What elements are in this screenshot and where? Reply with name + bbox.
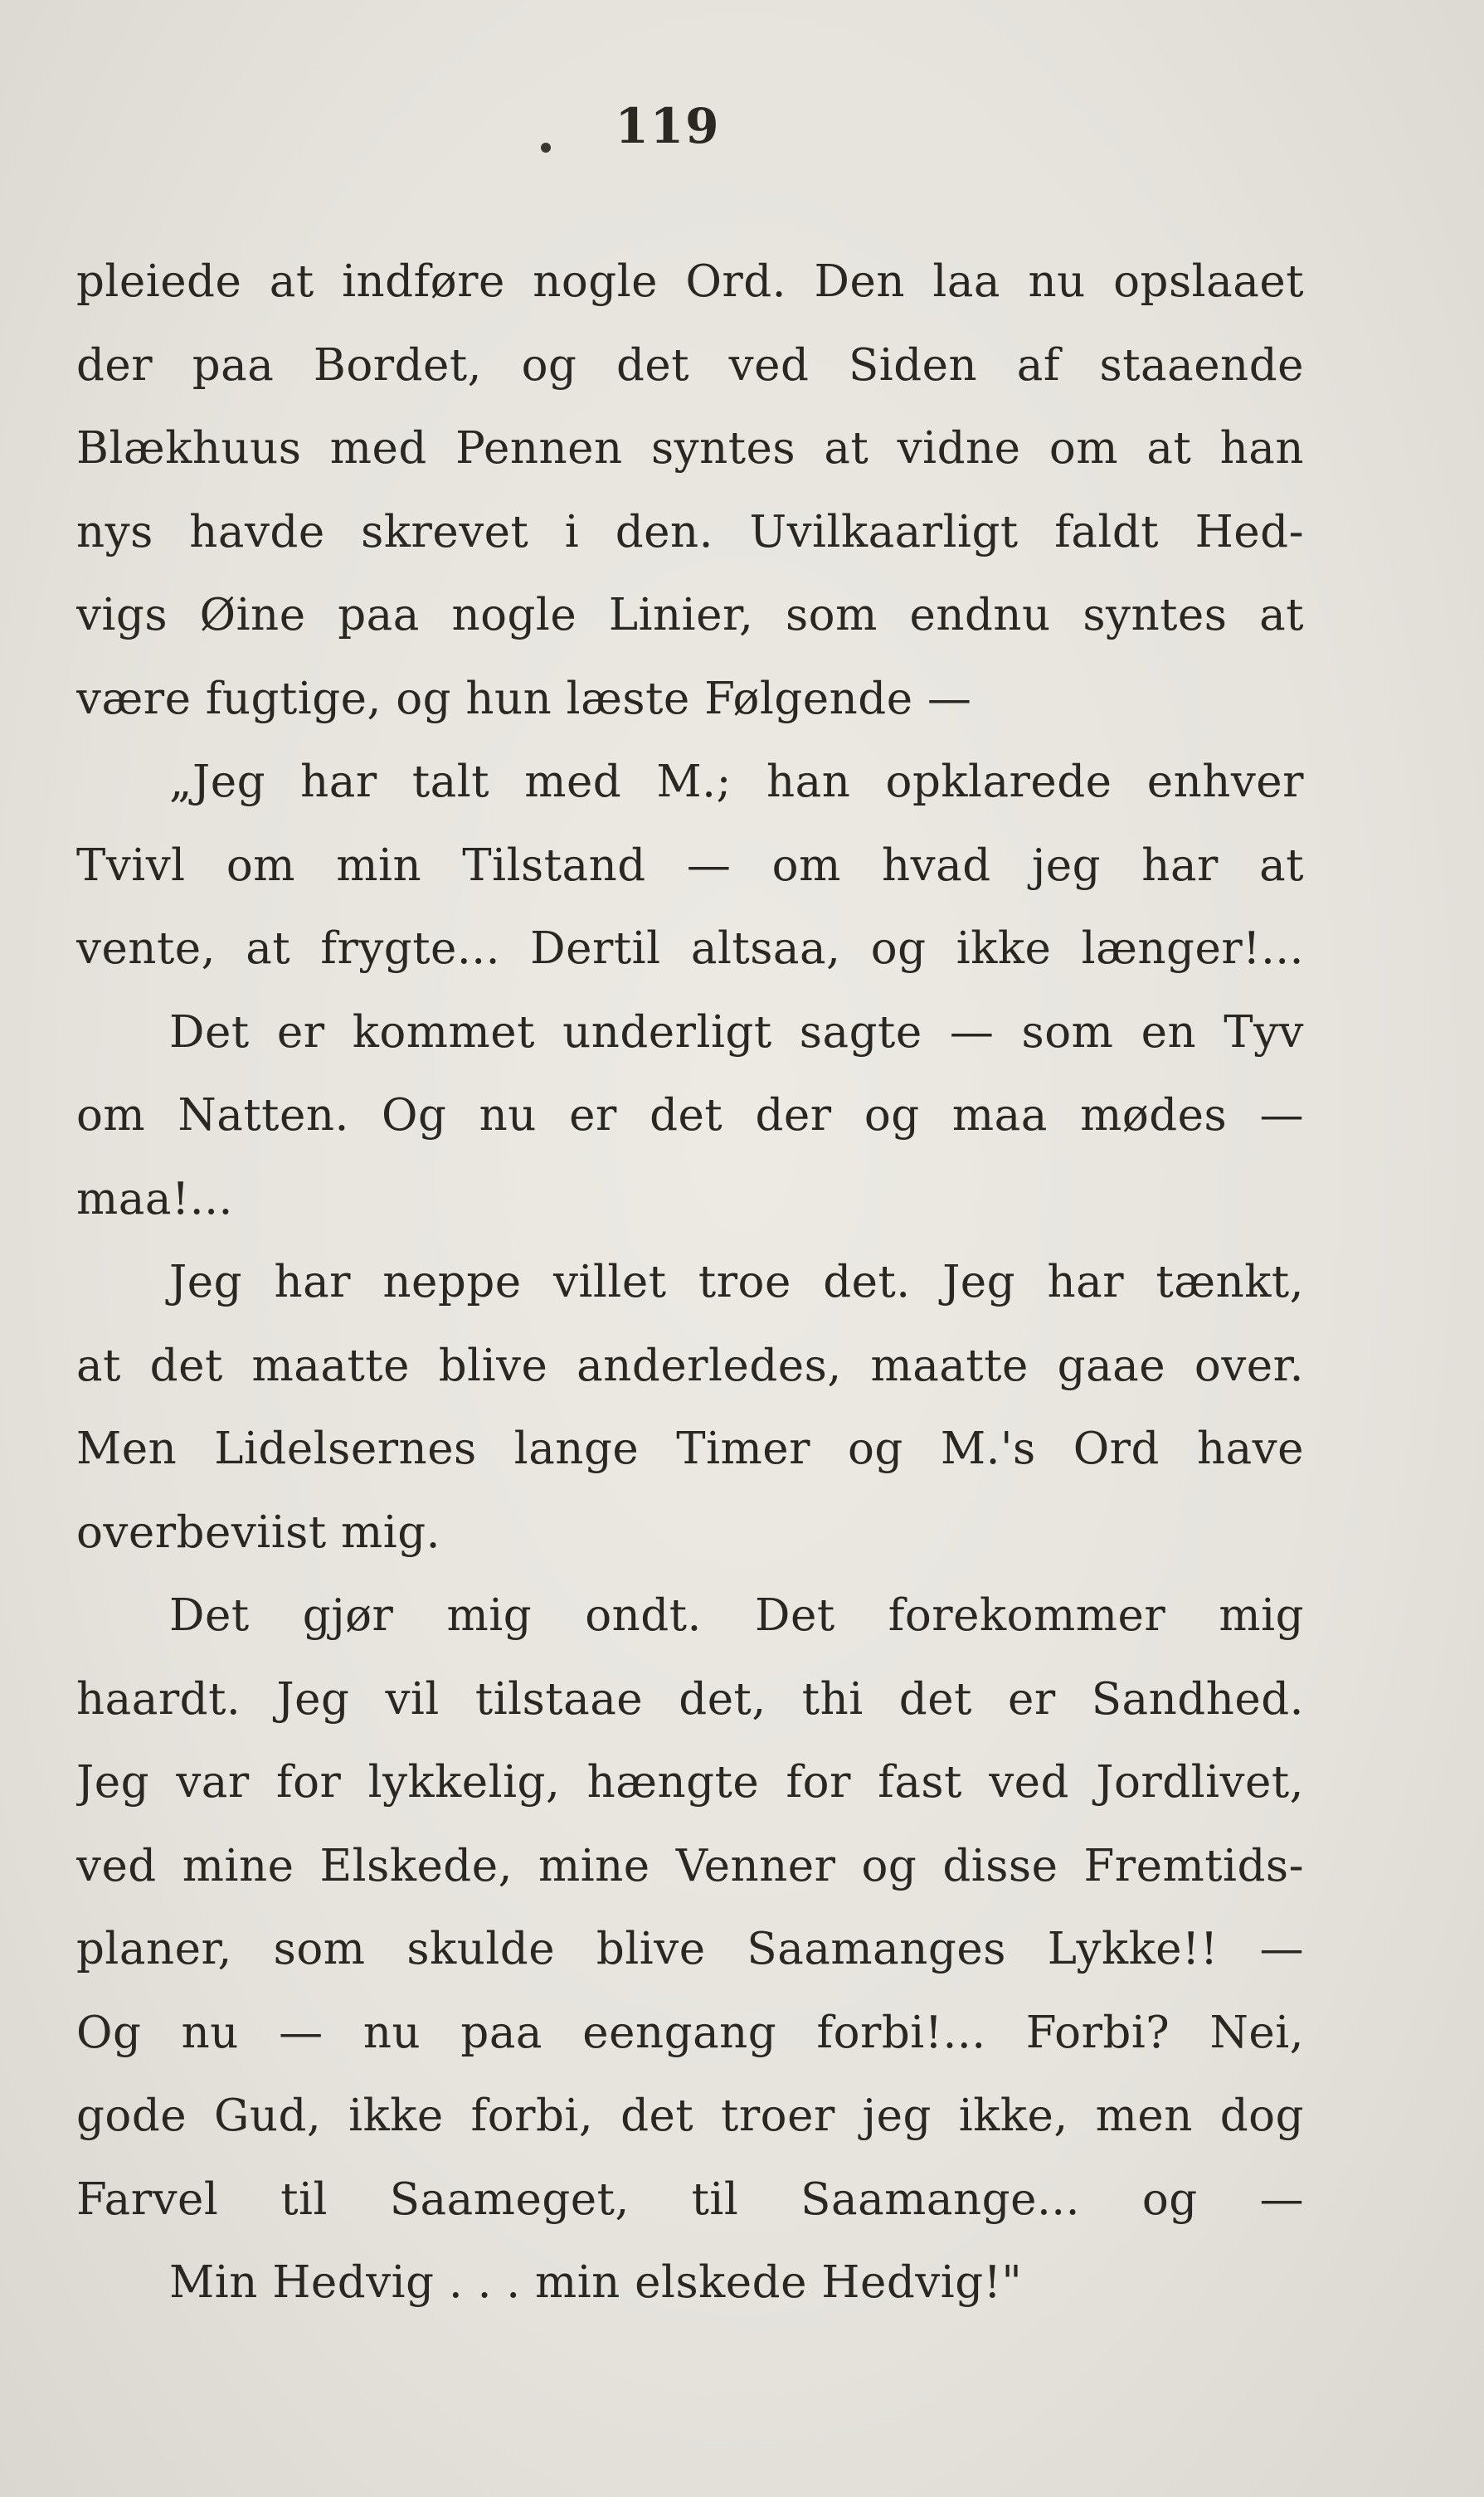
text-line: haardt. Jeg vil tilstaae det, thi det er Sandhed. — [76, 1673, 1304, 1725]
text-line: vente, at frygte... Dertil altsaa, og ikke længer!... — [76, 923, 1304, 974]
text-line: at det maatte blive anderledes, maatte gaae over. — [76, 1340, 1304, 1391]
body-text — [76, 241, 1304, 2325]
text-line: pleiede at indføre nogle Ord. Den laa nu opslaaet — [76, 256, 1304, 307]
text-line: Men Lidelsernes lange Timer og M.'s Ord have — [76, 1424, 1304, 1474]
text-line: Jeg var for lykkelig, hængte for fast ved Jordlivet, — [76, 1757, 1304, 1808]
text-line: Tvivl om min Tilstand — om hvad jeg har at — [76, 840, 1304, 891]
page-number: 119 — [615, 98, 721, 154]
text-line: Blækhuus med Pennen syntes at vidne om at han — [76, 423, 1304, 474]
text-line: maa!... — [76, 1173, 233, 1224]
text-line: overbeviist mig. — [76, 1506, 441, 1558]
text-line: ved mine Elskede, mine Venner og disse Fremtids- — [76, 1840, 1304, 1891]
text-line: om Natten. Og nu er det der og maa mødes — — [76, 1090, 1304, 1141]
text-line: vigs Øine paa nogle Linier, som endnu syntes at — [76, 590, 1304, 640]
text-line: der paa Bordet, og det ved Siden af staaende — [76, 339, 1304, 391]
text-line: være fugtige, og hun læste Følgende — — [76, 673, 972, 724]
text-line: Min Hedvig . . . min elskede Hedvig!" — [169, 2257, 1023, 2308]
text-line: gode Gud, ikke forbi, det troer jeg ikke, men dog — [76, 2091, 1304, 2141]
text-line: Det er kommet underligt sagte — som en Tyv — [169, 1006, 1304, 1058]
text-line: Farvel til Saameget, til Saamange... og — — [76, 2173, 1304, 2225]
text-line: Det gjør mig ondt. Det forekommer mig — [169, 1590, 1304, 1641]
text-line: „Jeg har talt med M.; han opklarede enhver — [169, 757, 1304, 807]
text-line: planer, som skulde blive Saamanges Lykke!! — — [76, 1924, 1304, 1974]
text-line: Og nu — nu paa eengang forbi!... Forbi? Nei, — [76, 2007, 1304, 2058]
text-line: Jeg har neppe villet troe det. Jeg har tænkt, — [169, 1257, 1304, 1307]
text-line: nys havde skrevet i den. Uvilkaarligt faldt Hed- — [76, 506, 1304, 557]
